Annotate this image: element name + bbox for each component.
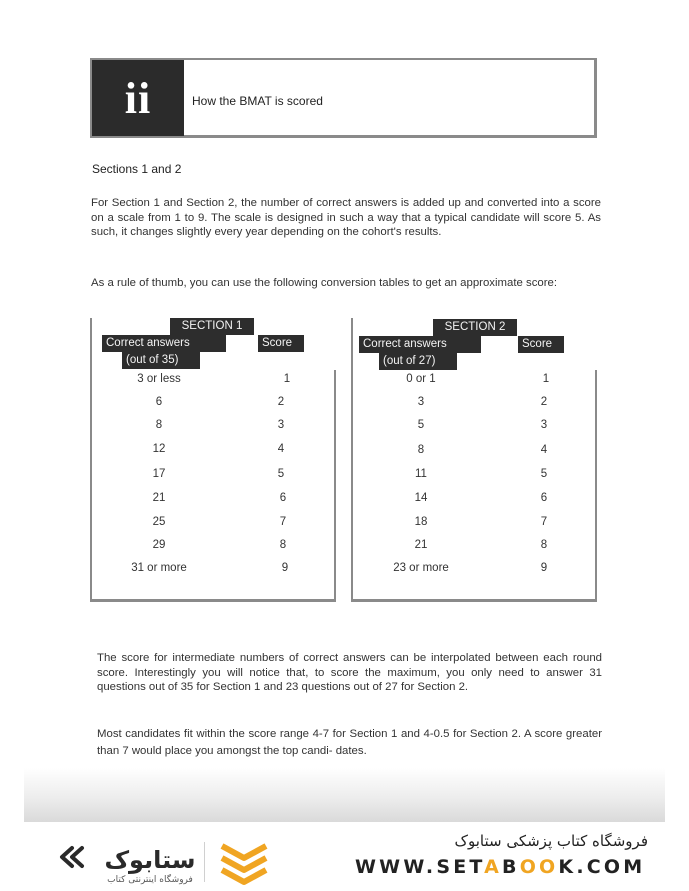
shop-url[interactable]: WWW.SETABOOK.COM (355, 856, 646, 878)
table1-col-answers: Correct answers (102, 335, 226, 352)
table2-col-score: Score (518, 336, 564, 353)
table2-title: SECTION 2 (433, 319, 517, 336)
logo-tagline: فروشگاه اینترنتی کتاب (107, 875, 193, 885)
paragraph-score-range: Most candidates fit within the score range 4-7 for Section 1 and 4-0.5 for Section 2. A score greater than 7 would place you amongst the top candi- dates. (97, 728, 602, 757)
table-row: 21 8 (414, 539, 548, 551)
paragraph-scoring: For Section 1 and Section 2, the number of correct answers is added up and converted into a score on a scale from 1 to 9. The scale is designed in such a way that a typical candidate will score 5. As such, it changes slightly every year depending on the cohort's results. (91, 197, 601, 238)
logo-word: ستابوک (104, 846, 196, 874)
chapter-number: ii (92, 60, 184, 136)
table2-col-answers-sub: (out of 27) (379, 353, 457, 370)
table-row: 18 7 (414, 516, 548, 528)
setabook-logo-icon (58, 838, 208, 886)
conversion-table-section-1 (90, 318, 334, 602)
paragraph-interpolation: The score for intermediate numbers of correct answers can be interpolated between each round score. Interestingly you will notice that, to score the maximum, you only need to answer 31 questions out of 35 for Section 1 and 23 questions out of 27 for Section 2. (97, 652, 602, 693)
chapter-header (90, 58, 597, 138)
table-row: 29 8 (152, 539, 287, 551)
logo-divider (204, 842, 205, 882)
section-heading: Sections 1 and 2 (92, 162, 182, 176)
table-row: 8 3 (155, 419, 285, 431)
table-row: 8 4 (417, 444, 548, 456)
table-row: 5 3 (417, 419, 548, 431)
shop-name: فروشگاه کتاب پزشکی ستابوک (454, 832, 648, 850)
table-row: 14 6 (414, 492, 548, 504)
table-row: 21 6 (152, 492, 287, 504)
table-row: 17 5 (152, 468, 285, 480)
table-row: 0 or 1 1 (406, 373, 550, 385)
book-chevron-icon (218, 838, 270, 886)
conversion-table-section-2 (351, 318, 597, 602)
paragraph-rule-of-thumb: As a rule of thumb, you can use the following conversion tables to get an approximate score: (91, 277, 558, 289)
chapter-title: How the BMAT is scored (192, 94, 323, 108)
table1-col-answers-sub: (out of 35) (122, 352, 200, 369)
table1-title: SECTION 1 (170, 318, 254, 335)
page-footer-shadow (24, 768, 665, 824)
table1-col-score: Score (258, 335, 304, 352)
table-row: 12 4 (152, 443, 285, 455)
table-row: 11 5 (415, 468, 548, 480)
table-row: 3 2 (417, 396, 548, 408)
table-row: 3 or less 1 (137, 373, 291, 385)
table-row: 23 or more 9 (393, 562, 548, 574)
table2-col-answers: Correct answers (359, 336, 481, 353)
table-row: 25 7 (152, 516, 287, 528)
table-row: 31 or more 9 (131, 562, 289, 574)
table-row: 6 2 (155, 396, 285, 408)
